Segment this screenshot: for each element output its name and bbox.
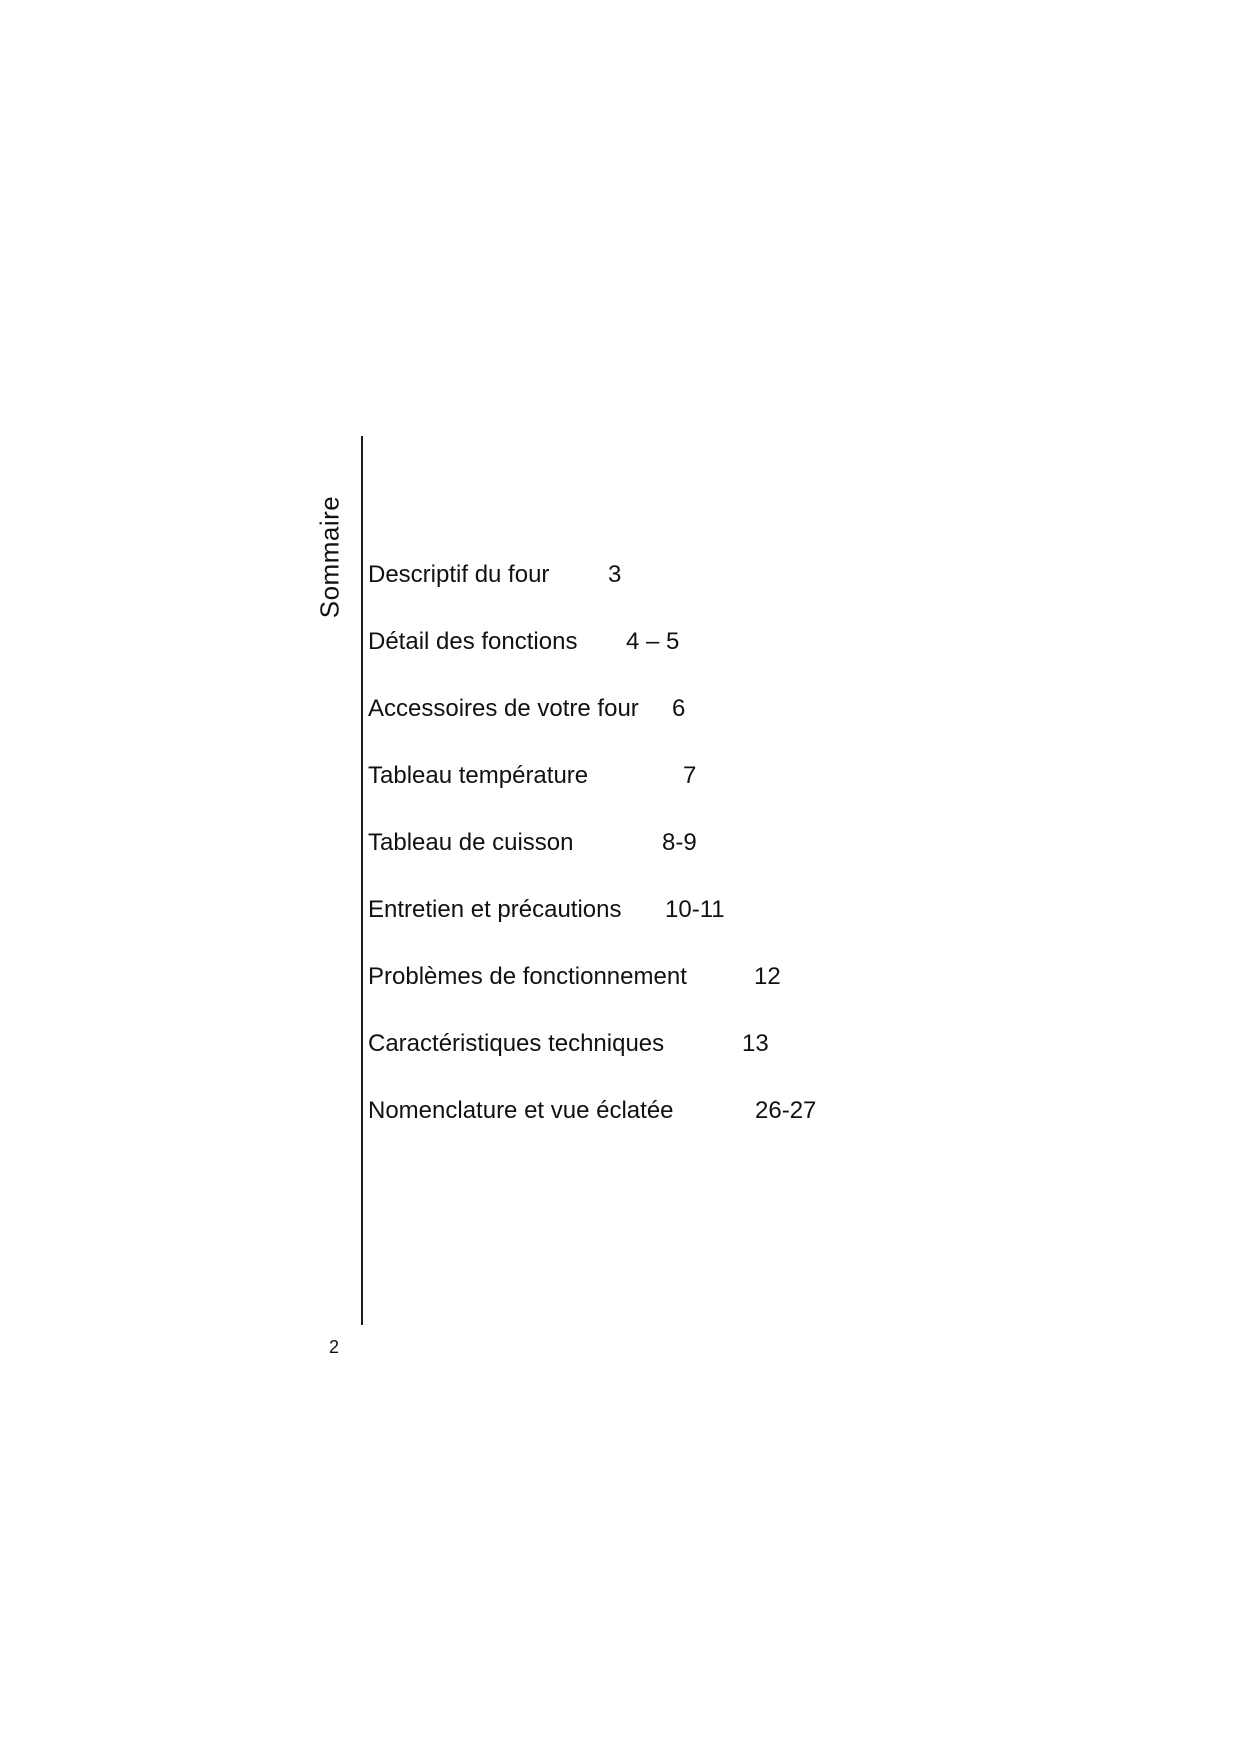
toc-entry-page: 3 <box>608 561 622 588</box>
toc-entry-label: Descriptif du four <box>368 561 550 588</box>
toc-entry-label: Caractéristiques techniques <box>368 1030 665 1057</box>
toc-entry-label: Détail des fonctions <box>368 628 578 655</box>
toc-entry-page: 6 <box>672 695 686 722</box>
toc-entry-label: Nomenclature et vue éclatée <box>368 1097 674 1124</box>
vertical-divider <box>361 436 363 1325</box>
toc-entry-label: Accessoires de votre four <box>368 695 639 722</box>
toc-entry-label: Problèmes de fonctionnement <box>368 963 687 990</box>
toc-entry-page: 10-11 <box>665 896 725 923</box>
page-number: 2 <box>329 1337 340 1357</box>
toc-entry-page: 13 <box>742 1030 769 1057</box>
sommaire-title: Sommaire <box>314 495 345 619</box>
toc-entry-page: 12 <box>754 963 781 990</box>
toc-entry-page: 4 – 5 <box>626 628 680 655</box>
toc-entry-page: 26-27 <box>755 1097 817 1124</box>
toc-entry-label: Tableau température <box>368 762 589 789</box>
toc-entry-label: Tableau de cuisson <box>368 829 574 856</box>
toc-entry-page: 7 <box>683 762 697 789</box>
toc-entry-page: 8-9 <box>662 829 697 856</box>
toc-entry-label: Entretien et précautions <box>368 896 622 923</box>
